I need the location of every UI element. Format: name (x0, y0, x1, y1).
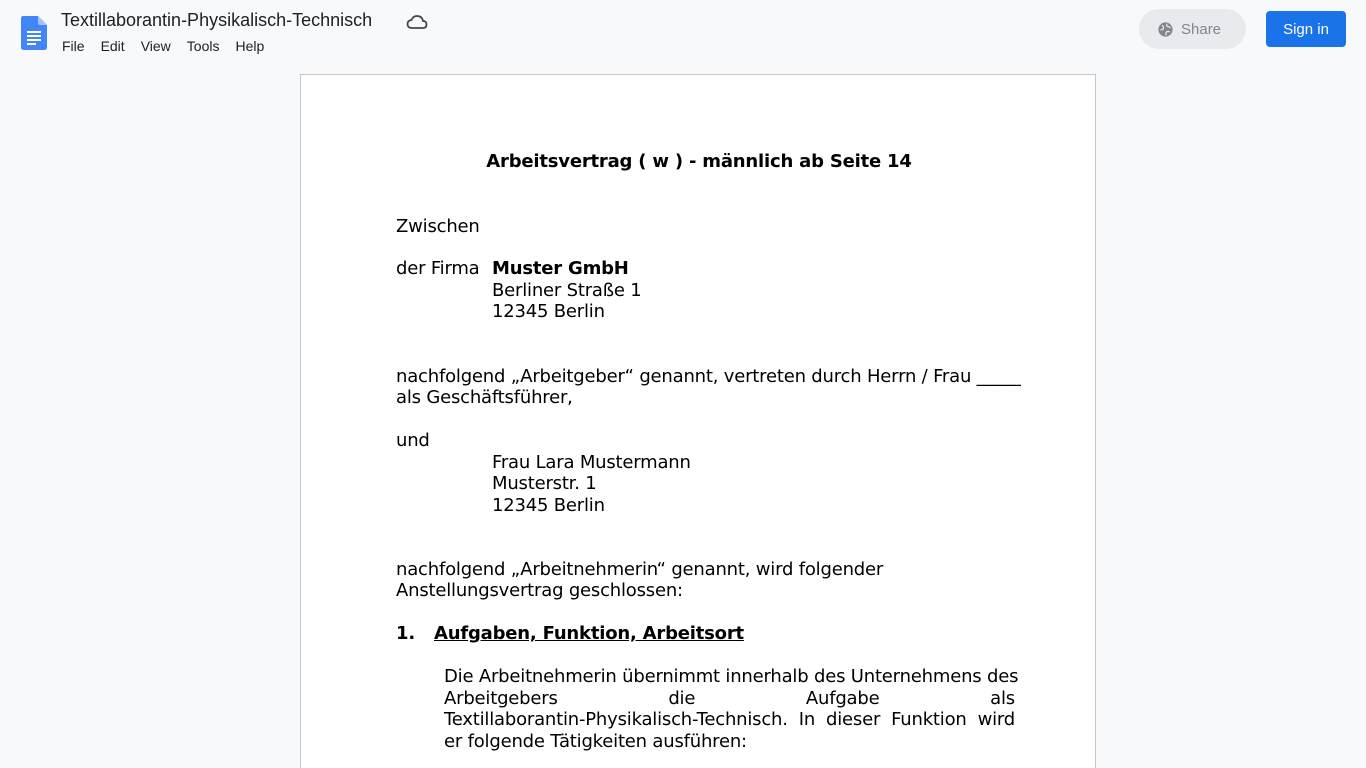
globe-icon (1157, 21, 1174, 38)
paragraph-text: Die Arbeitnehmerin übernimmt innerhalb des Unternehmens des (444, 666, 1019, 687)
top-bar (0, 0, 1366, 64)
paragraph-word: wird (977, 709, 1015, 731)
paragraph-word: dieser (826, 709, 881, 731)
employee-name: Frau Lara Mustermann (492, 452, 691, 473)
menu-tools[interactable]: Tools (186, 38, 220, 54)
employer-city: 12345 Berlin (492, 301, 605, 322)
menu-file[interactable]: File (62, 38, 85, 54)
sign-in-button[interactable]: Sign in (1266, 11, 1346, 47)
paragraph-line (444, 688, 1015, 710)
employer-text-line: als Geschäftsführer, (396, 387, 573, 408)
paragraph-line (444, 709, 1015, 731)
between-label: Zwischen (396, 216, 480, 237)
section-heading (396, 623, 744, 644)
paragraph-word: In (798, 709, 816, 731)
paragraph-text: er folgende Tätigkeiten ausführen: (444, 731, 747, 753)
menu-view[interactable]: View (140, 38, 171, 54)
menu-bar (54, 37, 272, 55)
employee-city: 12345 Berlin (492, 495, 605, 516)
employer-street: Berliner Straße 1 (492, 280, 642, 301)
paragraph-word: als (990, 687, 1015, 709)
employee-text-line: Anstellungsvertrag geschlossen: (396, 580, 683, 601)
section-paragraph (444, 666, 1019, 753)
menu-edit[interactable]: Edit (100, 38, 125, 54)
employee-street: Musterstr. 1 (492, 473, 597, 494)
paragraph-word: Textillaborantin-Physikalisch-Technisch. (444, 709, 788, 731)
employer-name: Muster GmbH (492, 258, 629, 279)
paragraph-line (444, 666, 1019, 688)
share-button-label: Share (1181, 20, 1222, 38)
paragraph-word: Arbeitgebers (444, 687, 558, 709)
document-heading: Arbeitsvertrag ( w ) - männlich ab Seite 14 (486, 151, 912, 172)
employee-text-line: nachfolgend „Arbeitnehmerin“ genannt, wird folgender (396, 559, 884, 580)
paragraph-line (444, 731, 1015, 753)
firm-label: der Firma (396, 258, 480, 279)
cloud-status-icon[interactable] (406, 13, 428, 31)
section-title: Aufgaben, Funktion, Arbeitsort (434, 623, 744, 644)
document-title[interactable]: Textillaborantin-Physikalisch-Technisch (61, 10, 373, 30)
paragraph-word: die (668, 687, 696, 709)
and-label: und (396, 430, 430, 451)
document-page (300, 74, 1096, 768)
paragraph-word: Funktion (891, 709, 967, 731)
section-number: 1. (396, 623, 415, 644)
employer-text-line: nachfolgend „Arbeitgeber“ genannt, vertreten durch Herrn / Frau _____ (396, 366, 1021, 387)
google-docs-icon[interactable] (21, 16, 47, 50)
share-button[interactable] (1139, 9, 1246, 49)
menu-help[interactable]: Help (235, 38, 265, 54)
paragraph-word: Aufgabe (805, 687, 880, 709)
